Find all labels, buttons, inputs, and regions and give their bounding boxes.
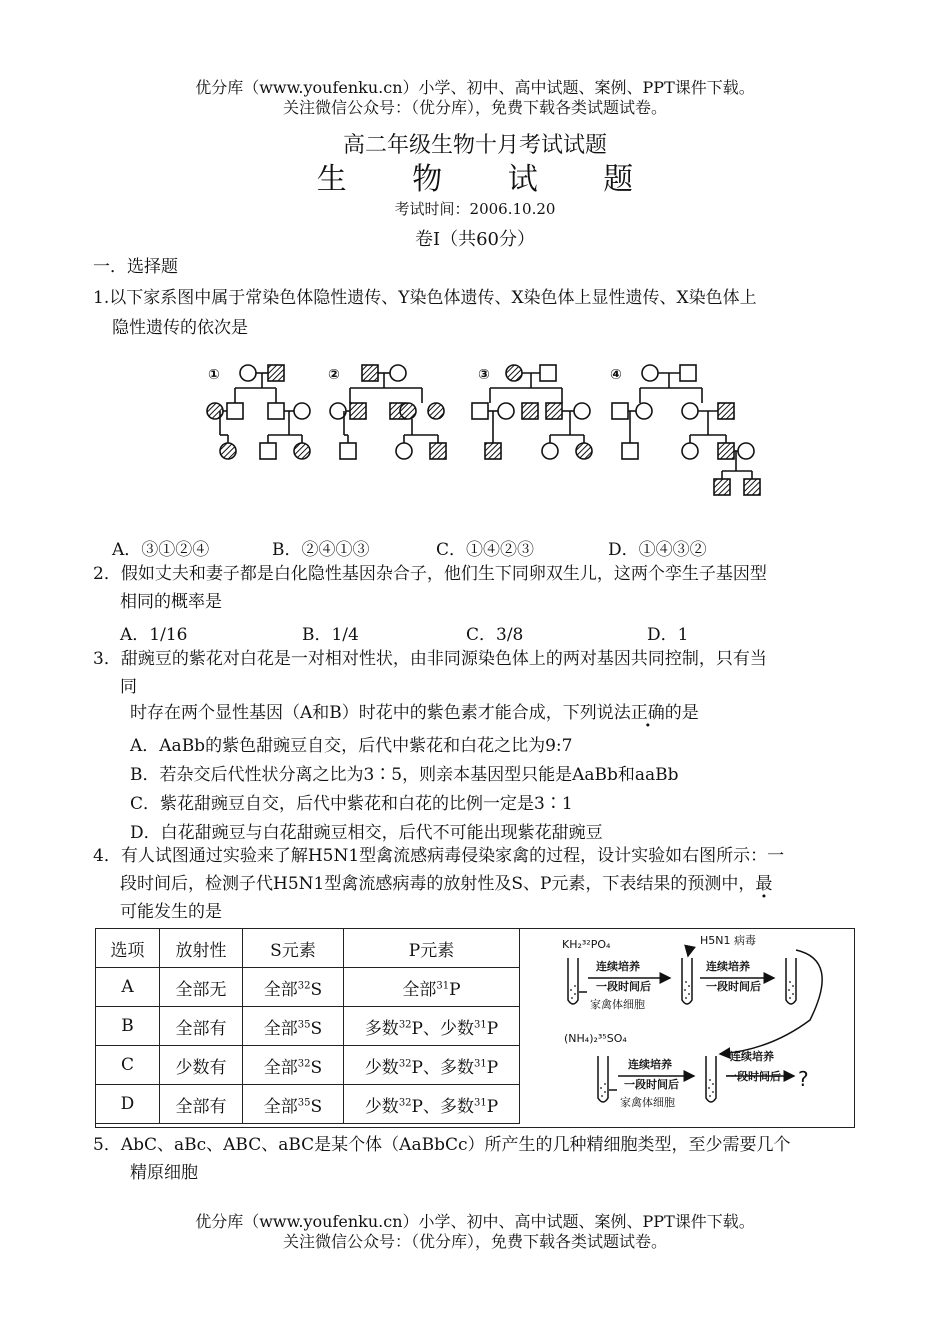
cell-label-1: 家禽体细胞 (590, 998, 645, 1011)
q1-stem-line1: 1.以下家系图中属于常染色体隐性遗传、Y染色体遗传、X染色体上显性遗传、X染色体上 (93, 288, 757, 308)
reagent-kh2po4: KH₂³²PO₄ (562, 938, 611, 951)
q3-stem-line2: 同 (120, 677, 137, 697)
q3-option-d: D．白花甜豌豆与白花甜豌豆相交，后代不可能出现紫花甜豌豆 (130, 823, 603, 843)
q1-stem-line2: 隐性遗传的依次是 (112, 318, 248, 338)
pedigree-label-4: ④ (610, 367, 622, 383)
q3-option-a: A．AaBb的紫色甜豌豆自交，后代中紫花和白花之比为9:7 (130, 736, 573, 756)
q2-option-c: C．3/8 (466, 625, 524, 645)
q4-emphasis: 最 (755, 874, 773, 894)
culture-label-2b: 一段时间后 (706, 980, 761, 993)
q5-stem-line1: 5．AbC、aBc、ABC、aBC是某个体（AaBbCc）所产生的几种精细胞类型，至少需要几个 (93, 1135, 791, 1155)
virus-label: H5N1 病毒 (700, 934, 756, 947)
table-row: C 少数有 全部$^{32}$S 少数$^{32}$P、多数$^{31}$P (96, 1046, 520, 1085)
pedigree-label-1: ① (208, 367, 220, 383)
table-row: A 全部无 全部$^{32}$S 全部$^{31}$P (96, 968, 520, 1007)
culture-label-1a: 连续培养 (596, 960, 640, 973)
exam-time: 考试时间：2006.10.20 (394, 200, 556, 218)
table-header-p: P元素 (344, 929, 520, 968)
q1-option-b: B．②④①③ (272, 540, 370, 560)
culture-label-1b: 一段时间后 (596, 980, 651, 993)
site-header-line2: 关注微信公众号：（优分库），免费下载各类试题试卷。 (282, 98, 667, 117)
q3-stem-line3: 时存在两个显性基因（A和B）时花中的紫色素才能合成，下列说法正确的是 (130, 703, 699, 723)
pedigree-label-2: ② (328, 367, 340, 383)
q4-stem-line2: 段时间后，检测子代H5N1型禽流感病毒的放射性及S、P元素，下表结果的预测中，最 (120, 874, 773, 894)
q1-option-d: D．①④③② (608, 540, 707, 560)
q1-option-c: C．①④②③ (436, 540, 535, 560)
exam-subtitle: 生 物 试 题 (316, 162, 662, 197)
cell-label-2: 家禽体细胞 (620, 1096, 675, 1109)
culture-label-3b: 一段时间后 (624, 1078, 679, 1091)
site-footer-line2: 关注微信公众号：（优分库），免费下载各类试题试卷。 (282, 1232, 667, 1251)
culture-label-4a: 连续培养 (730, 1050, 774, 1063)
culture-label-2a: 连续培养 (706, 960, 750, 973)
q3-stem-line1: 3．甜豌豆的紫花对白花是一对相对性状，由非同源染色体上的两对基因共同控制，只有当 (93, 649, 767, 669)
q2-option-a: A．1/16 (120, 625, 188, 645)
q3-option-c: C．紫花甜豌豆自交，后代中紫花和白花的比例一定是3∶1 (130, 794, 573, 814)
q1-option-a: A．③①②④ (112, 540, 210, 560)
table-header-s: S元素 (243, 929, 344, 968)
q2-option-d: D．1 (647, 625, 689, 645)
exam-title: 高二年级生物十月考试试题 (342, 133, 607, 158)
table-header-option: 选项 (96, 929, 160, 968)
q2-stem-line1: 2．假如丈夫和妻子都是白化隐性基因杂合子，他们生下同卵双生儿，这两个孪生子基因型 (93, 564, 767, 584)
q4-stem-line1: 4．有人试图通过实验来了解H5N1型禽流感病毒侵染家禽的过程，设计实验如右图所示：一 (93, 846, 785, 866)
site-footer-line1: 优分库（www.youfenku.cn）小学、初中、高中试题、案例、PPT课件下载。 (195, 1212, 755, 1231)
site-header-line1: 优分库（www.youfenku.cn）小学、初中、高中试题、案例、PPT课件下载。 (195, 78, 755, 97)
q3-option-b: B．若杂交后代性状分离之比为3∶5，则亲本基因型只能是AaBb和aaBb (130, 765, 679, 785)
q4-stem-line3: 可能发生的是 (120, 902, 222, 922)
pedigree-diagrams (190, 355, 780, 510)
table-header-radioactivity: 放射性 (160, 929, 243, 968)
pedigree-label-3: ③ (478, 367, 490, 383)
result-question-mark: ? (798, 1067, 809, 1091)
reagent-nh4so4: (NH₄)₂³⁵SO₄ (564, 1032, 627, 1045)
experiment-diagram (540, 930, 850, 1126)
q2-stem-line2: 相同的概率是 (120, 592, 222, 612)
volume-label: 卷Ⅰ（共60分） (414, 229, 535, 250)
section-heading: 一．选择题 (93, 257, 178, 277)
q5-stem-line2: 精原细胞 (130, 1163, 198, 1183)
q3-emphasis: 正确 (630, 703, 665, 723)
culture-label-3a: 连续培养 (628, 1058, 672, 1071)
table-row: B 全部有 全部$^{35}$S 多数$^{32}$P、少数$^{31}$P (96, 1007, 520, 1046)
table-row: D 全部有 全部$^{35}$S 少数$^{32}$P、多数$^{31}$P (96, 1085, 520, 1124)
q2-option-b: B．1/4 (302, 625, 359, 645)
q4-result-table (95, 928, 520, 1124)
culture-label-4b: 一段时间后 (726, 1070, 781, 1083)
